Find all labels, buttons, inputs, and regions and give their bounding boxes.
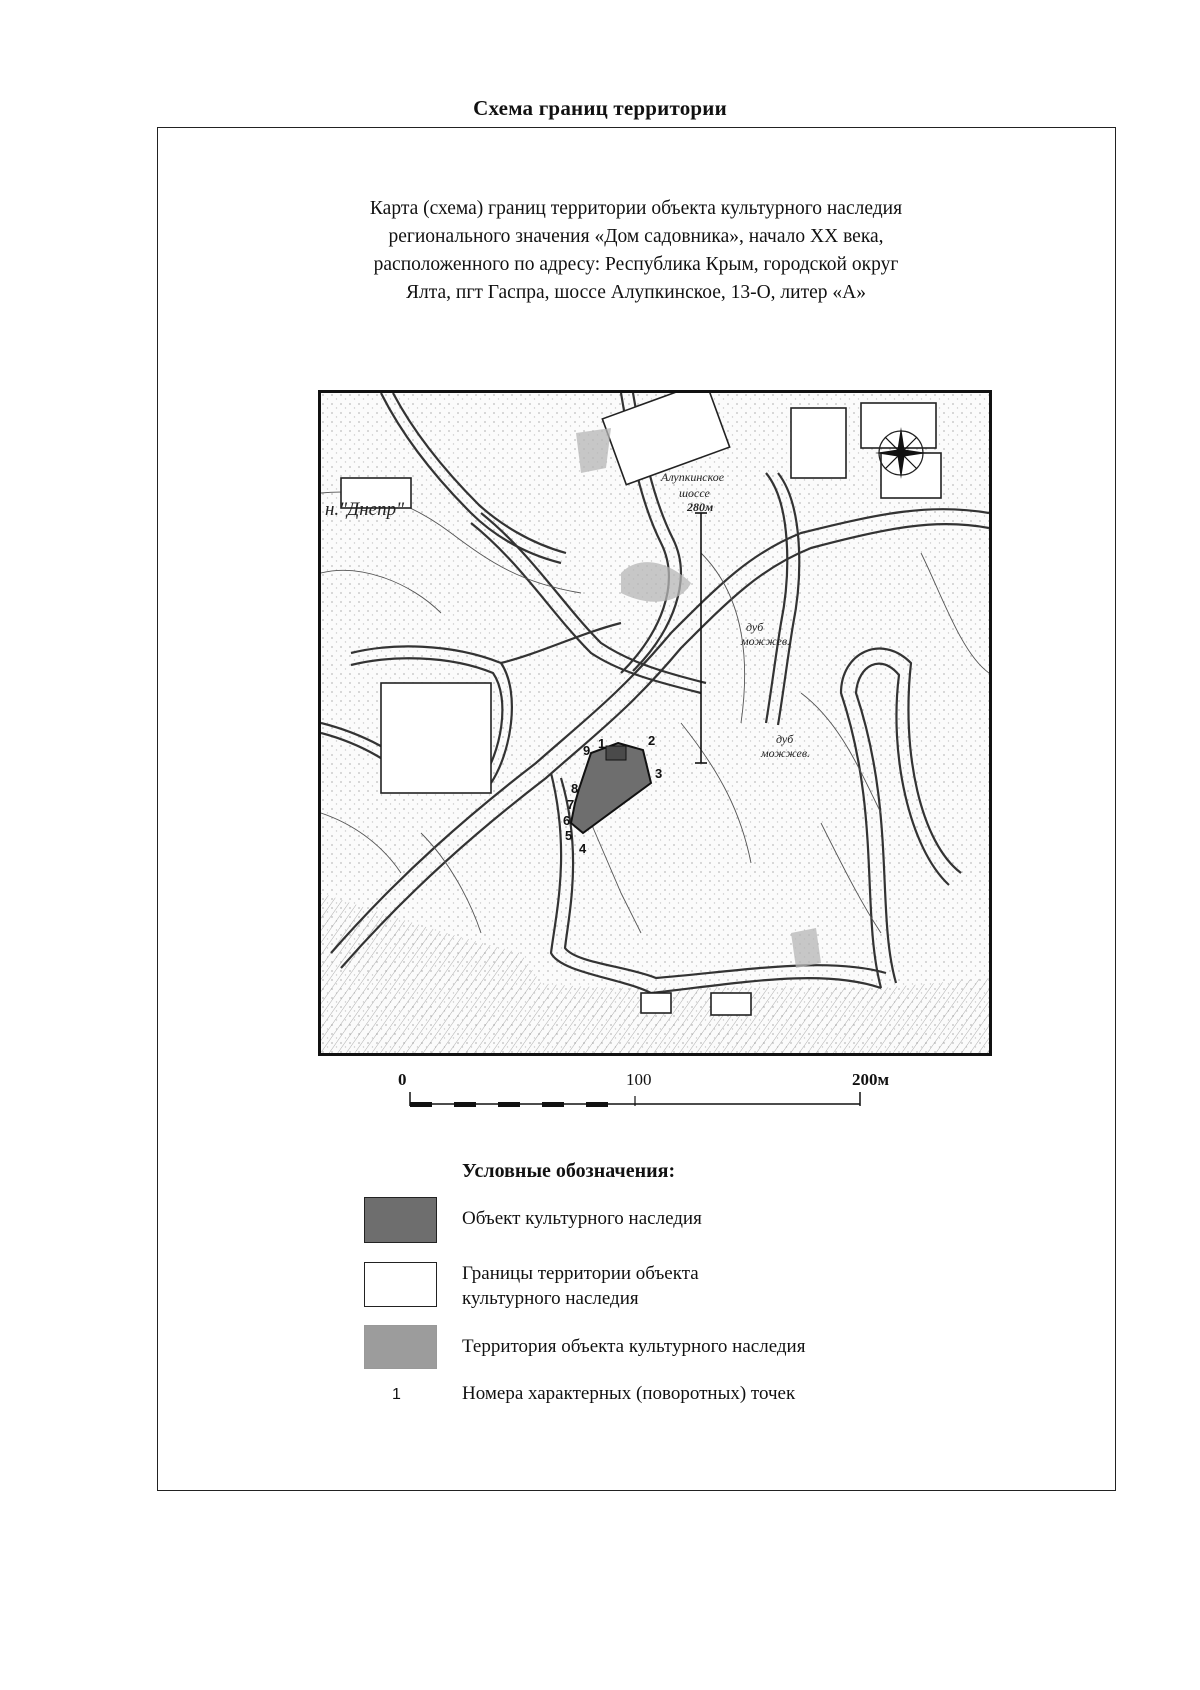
map-label-distance: 280м: [687, 500, 714, 514]
scale-label-end: 200м: [852, 1070, 890, 1089]
map-label-road: Алупкинское: [661, 470, 725, 484]
scale-label-mid: 100: [626, 1070, 652, 1089]
legend-label-heritage-object: Объект культурного наследия: [462, 1208, 702, 1229]
legend-point-marker: 1: [392, 1386, 401, 1403]
point-label: 2: [648, 733, 656, 748]
legend-swatch-boundary: [364, 1262, 437, 1307]
point-label: 7: [567, 797, 575, 812]
point-label: 8: [571, 781, 579, 796]
legend-label-points: Номера характерных (поворотных) точек: [462, 1383, 796, 1404]
map-label-oak: дуб: [746, 620, 764, 634]
map-label-road-2: шоссе: [679, 486, 710, 500]
caption-line-3: расположенного по адресу: Республика Крым, городской округ: [373, 254, 899, 275]
map-label-juniper-2: можжев.: [761, 746, 811, 760]
legend-title: Условные обозначения:: [462, 1160, 676, 1182]
map-label-dnepr: н."Днепр": [325, 499, 405, 520]
map-label-juniper: можжев.: [741, 634, 791, 648]
scale-ruler: [400, 1090, 870, 1110]
caption-line-2: регионального значения «Дом садовника», начало XX века,: [388, 226, 884, 247]
legend-label-boundary: [462, 1261, 699, 1311]
page-title: Схема границ территории: [473, 96, 727, 120]
legend-label-boundary-line-2: культурного наследия: [462, 1288, 639, 1309]
point-label: 4: [579, 841, 587, 856]
map-label-oak-2: дуб: [776, 732, 794, 746]
caption-line-4: Ялта, пгт Гаспра, шоссе Алупкинское, 13-О, литер «А»: [405, 282, 866, 303]
map-caption: [300, 195, 972, 307]
caption-line-1: Карта (схема) границ территории объекта культурного наследия: [369, 198, 903, 219]
legend-label-boundary-line-1: Границы территории объекта: [462, 1263, 699, 1284]
topographic-map: [321, 393, 989, 1053]
legend-label-territory: Территория объекта культурного наследия: [462, 1336, 806, 1357]
point-label: 3: [655, 766, 663, 781]
legend-swatch-territory: [364, 1325, 437, 1369]
map-panel: [318, 390, 992, 1056]
heritage-building: [606, 746, 626, 760]
point-label: 1: [598, 736, 606, 751]
legend-swatch-heritage-object: [364, 1197, 437, 1243]
point-label: 5: [565, 828, 573, 843]
scale-label-zero: 0: [398, 1070, 407, 1089]
point-label: 9: [583, 743, 591, 758]
scale-bar: [400, 1070, 900, 1110]
point-label: 6: [563, 813, 571, 828]
